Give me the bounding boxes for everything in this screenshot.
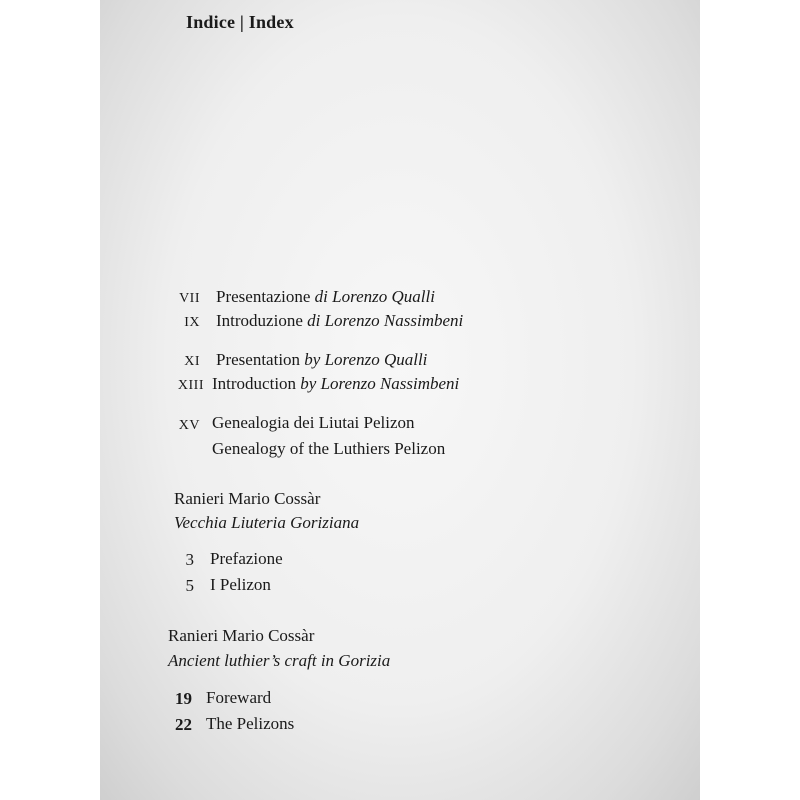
toc-entry xyxy=(212,374,459,394)
section-book-title: Vecchia Liuteria Goriziana xyxy=(174,513,360,532)
toc-page-number: XV xyxy=(178,418,200,433)
toc-entry-title: Presentation xyxy=(216,350,301,369)
toc-entry xyxy=(216,287,435,307)
toc-entry-title: The Pelizons xyxy=(206,714,295,733)
toc-entry-title: Introduction xyxy=(212,374,297,393)
toc-page-number: XIII xyxy=(177,378,204,393)
toc-entry xyxy=(216,311,463,331)
toc-page-number: IX xyxy=(184,315,200,330)
toc-page-number: 19 xyxy=(175,689,192,708)
toc-entry-title: Genealogia dei Liutai Pelizon xyxy=(212,413,415,432)
toc-entry-author: by Lorenzo Qualli xyxy=(304,350,428,369)
toc-entry-subtitle: Genealogy of the Luthiers Pelizon xyxy=(212,439,446,458)
toc-page-number: 5 xyxy=(185,576,194,595)
toc-entry xyxy=(216,350,427,370)
page-title: Indice | Index xyxy=(186,12,294,32)
section-author: Ranieri Mario Cossàr xyxy=(168,626,315,645)
toc-page-number: 3 xyxy=(185,550,194,569)
toc-entry-title: Introduzione xyxy=(216,311,303,330)
toc-entry-title: Prefazione xyxy=(210,549,283,568)
toc-page-number: VII xyxy=(179,291,200,306)
toc-page-number: XI xyxy=(184,354,200,369)
book-page xyxy=(100,0,700,800)
section-author: Ranieri Mario Cossàr xyxy=(174,489,321,508)
toc-page-number: 22 xyxy=(175,715,192,734)
toc-entry-title: Presentazione xyxy=(216,287,311,306)
toc-entry-author: di Lorenzo Nassimbeni xyxy=(307,311,464,330)
section-book-title: Ancient luthier’s craft in Gorizia xyxy=(168,651,391,670)
toc-entry-title: I Pelizon xyxy=(210,575,271,594)
toc-entry-author: by Lorenzo Nassimbeni xyxy=(300,374,460,393)
toc-entry-title: Foreward xyxy=(206,688,272,707)
toc-entry-author: di Lorenzo Qualli xyxy=(314,287,435,306)
